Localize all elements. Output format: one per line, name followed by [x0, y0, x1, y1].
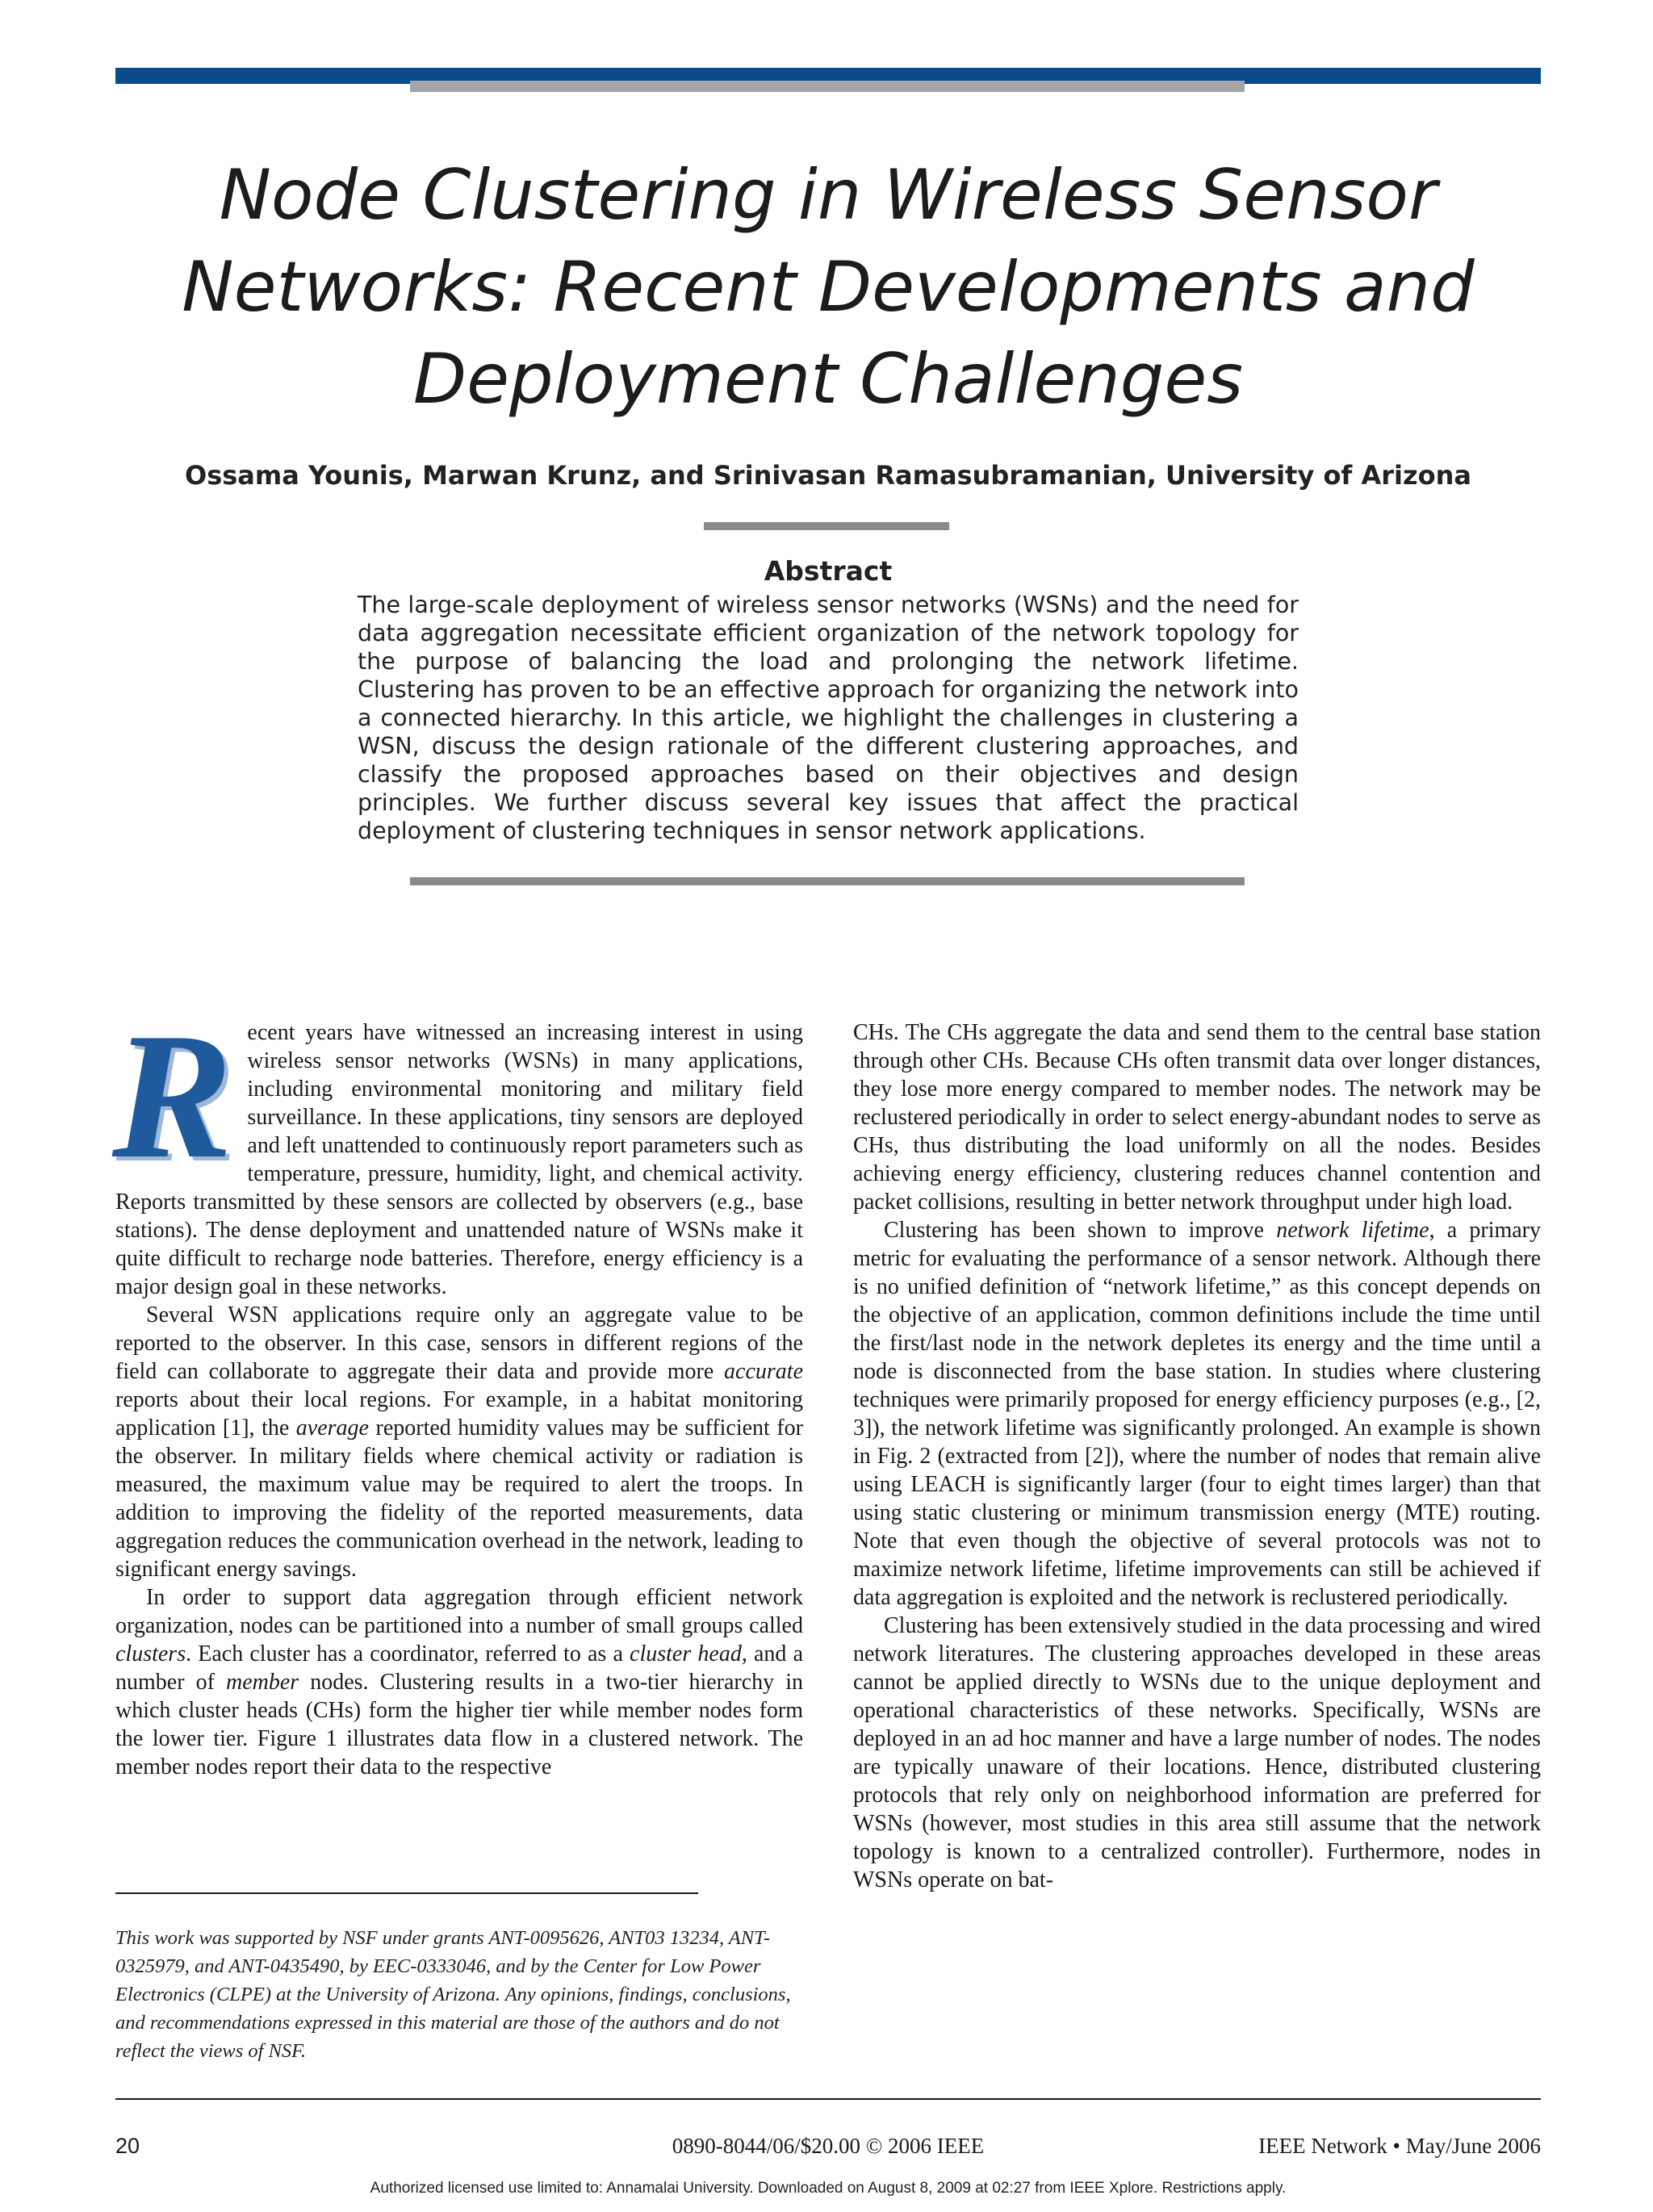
body-paragraph: Several WSN applications require only an aggregate value to be reported to the observer. In this case, sensors in different regions of the field can collaborate to aggregate their data and provide more accurate reports about their local regions. For example, in a habitat monitoring application [1], the average reported humidity values may be sufficient for the observer. In military fields where chemical activity or radiation is measured, the maximum value may be required to alert the troops. In addition to improving the fidelity of the reported measurements, data aggregation reduces the communication overhead in the network, leading to significant energy savings. [115, 1303, 803, 1582]
drop-cap: R [112, 996, 233, 1196]
page-number: 20 [115, 2134, 140, 2158]
body-paragraph: Clustering has been shown to improve network lifetime, a primary metric for evaluating the performance of a sensor network. Although there is no unified definition of “network lifetime,” as this concept depends on the objective of an application, common definitions include the time until the first/last node in the network depletes its energy and the time until a node is disconnected from the base station. In studies where clustering techniques were primarily proposed for energy efficiency purposes (e.g., [2, 3]), the network lifetime was significantly prolonged. An example is shown in Fig. 2 (extracted from [2]), where the number of nodes that remain alive using LEACH is significantly larger (four to eight times larger) than that using static clustering or minimum transmission energy (MTE) routing. Note that even though the objective of several protocols was not to maximize network lifetime, lifetime improvements can still be achieved if data aggregation is exploited and the network is reclustered periodically. [853, 1218, 1541, 1610]
left-column [112, 996, 804, 1781]
copyright-line: 0890-8044/06/$20.00 © 2006 IEEE [672, 2134, 985, 2158]
abstract-heading: Abstract [764, 555, 893, 587]
right-column [853, 1018, 1541, 1894]
body-paragraph: Clustering has been extensively studied in the data processing and wired network literatures. The clustering approaches developed in these areas cannot be applied directly to WSNs due to the unique deployment and operational characteristics of these networks. Specifically, WSNs are deployed in an ad hoc manner and have a large number of nodes. The nodes are typically unaware of their locations. Hence, distributed clustering protocols that rely only on neighborhood information are preferred for WSNs (however, most studies in this area still assume that the network topology is known to a centralized controller). Furthermore, nodes in WSNs operate on bat- [853, 1613, 1541, 1892]
body-paragraph: In order to support data aggregation through efficient network organization, nodes can be partitioned into a number of small groups called clusters. Each cluster has a coordinator, referred to as a cluster head, and a number of member nodes. Clustering results in a two-tier hierarchy in which cluster heads (CHs) form the higher tier while member nodes form the lower tier. Figure 1 illustrates data flow in a clustered network. The member nodes report their data to the respective [115, 1585, 804, 1779]
license-notice: Authorized licensed use limited to: Annamalai University. Downloaded on August 8, 2009 at 02:27 from IEEE Xplore. Restrictions apply. [370, 2180, 1287, 2197]
body-paragraph: CHs. The CHs aggregate the data and send them to the central base station through other CHs. Because CHs often transmit data over longer distances, they lose more energy compared to member nodes. The network may be reclustered periodically in order to select energy-abundant nodes to serve as CHs, thus distributing the load uniformly on all the nodes. Besides achieving energy efficiency, clustering reduces channel contention and packet collisions, resulting in better network throughput under high load. [853, 1020, 1541, 1215]
abstract-divider-top [704, 522, 949, 530]
body-paragraph: Recent years have witnessed an increasing interest in using wireless sensor networks (WSNs) in many applications, including environmental monitoring and military field surveillance. In these applications, tiny sensors are deployed and left unattended to continuously report parameters such as temperature, pressure, humidity, light, and chemical activity. Reports transmitted by these sensors are collected by observers (e.g., base stations). The dense deployment and unattended nature of WSNs make it quite difficult to recharge node batteries. Therefore, energy efficiency is a major design goal in these networks. [112, 996, 803, 1299]
abstract-text: The large-scale deployment of wireless sensor networks (WSNs) and the need for data aggregation necessitate efficient organization of the network topology for the purpose of balancing the load and prolonging the network lifetime. Clustering has proven to be an effective approach for organizing the network into a connected hierarchy. In this article, we highlight the challenges in clustering a WSN, discuss the design rationale of the different clustering approaches, and classify the proposed approaches based on their objectives and design principles. We further discuss several key issues that affect the practical deployment of clustering techniques in sensor network applications. [358, 592, 1299, 844]
abstract-divider-bottom [410, 877, 1245, 885]
article-authors: Ossama Younis, Marwan Krunz, and Srinivasan Ramasubramanian, University of Arizona [185, 460, 1471, 491]
header-gray-bar [410, 81, 1245, 92]
funding-footnote: This work was supported by NSF under grants ANT-0095626, ANT03 13234, ANT-0325979, and ANT-0435490, by EEC-0333046, and by the Center for Low Power Electronics (CLPE) at the University of Arizona. Any opinions, findings, conclusions, and recommendations expressed in this material are those of the authors and do not reflect the views of NSF. [115, 1927, 791, 2062]
journal-info: IEEE Network • May/June 2006 [1258, 2134, 1541, 2158]
article-title: Node Clustering in Wireless Sensor Networks: Recent Developments and Deployment Challenges [182, 155, 1475, 420]
footnote-rule [115, 1892, 698, 1894]
footer-rule [115, 2098, 1541, 2100]
